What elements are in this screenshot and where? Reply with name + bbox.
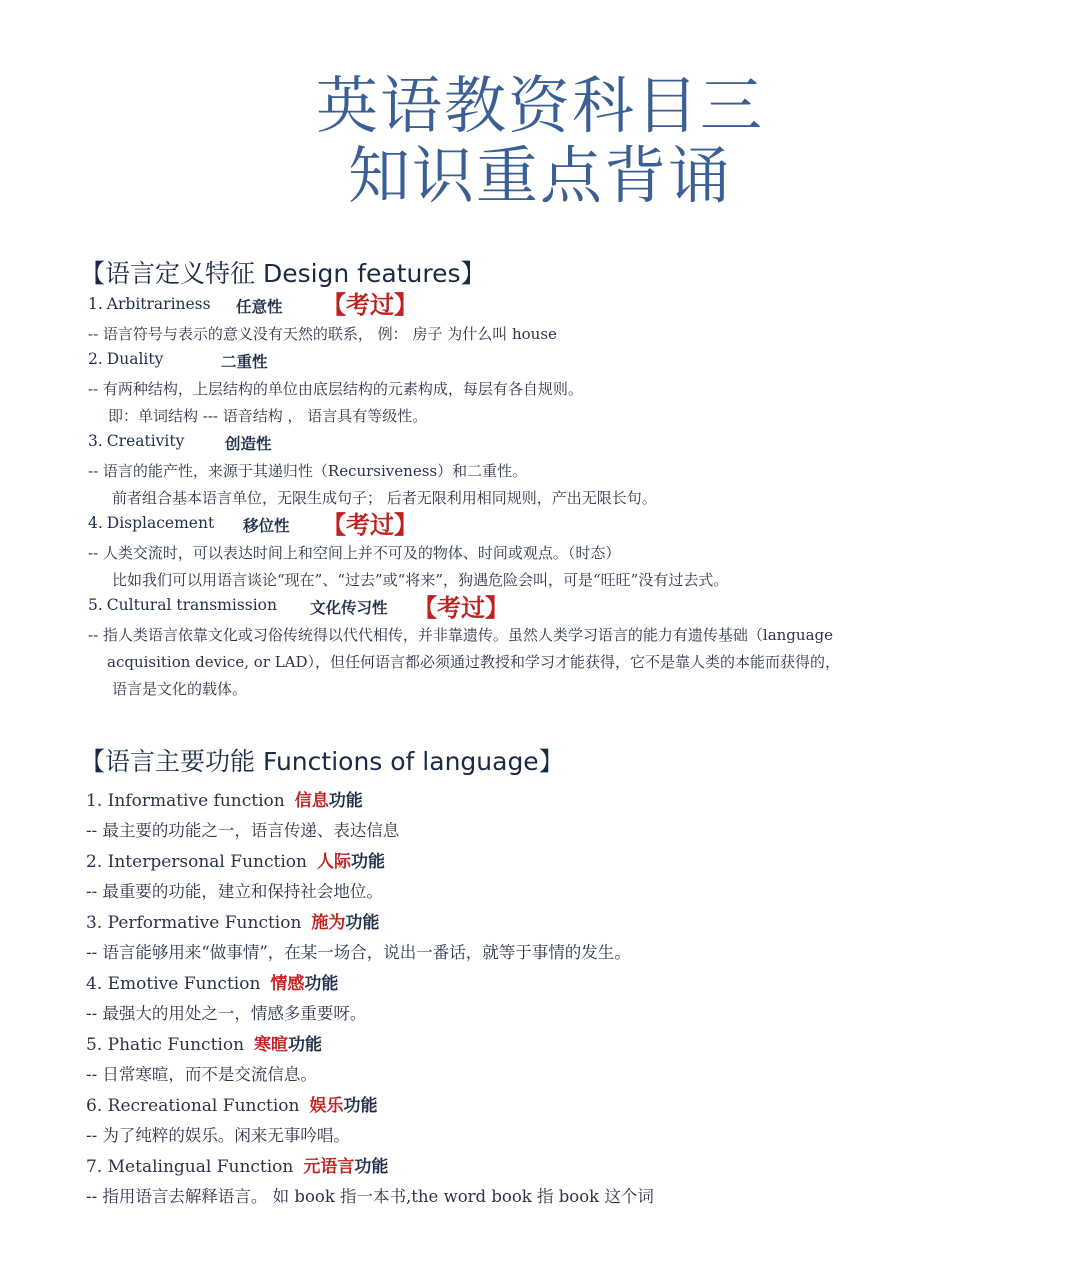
page-title-line-2: 知识重点背诵 (347, 139, 732, 212)
item-chinese-suffix: 功能 (304, 974, 339, 994)
item-chinese-suffix: 功能 (350, 852, 385, 872)
design-item-3-desc: -- 语言的能产性，来源于其递归性（Recursiveness）和二重性。 (88, 462, 528, 480)
design-features-heading: 【语言定义特征 Design features】 (80, 259, 486, 288)
item-number: 2. (88, 350, 103, 368)
function-item-6 (86, 1091, 377, 1116)
item-chinese-key: 施为 (311, 913, 346, 933)
item-number: 4. (88, 514, 103, 532)
design-item-1-desc: -- 语言符号与表示的意义没有天然的联系， 例： 房子 为什么叫 house (88, 325, 557, 343)
item-number: 6. (86, 1096, 103, 1116)
item-chinese: 二重性 (221, 352, 268, 371)
item-chinese: 文化传习性 (310, 598, 388, 617)
item-english: Phatic Function (107, 1035, 245, 1055)
item-english: Interpersonal Function (107, 852, 307, 872)
item-number: 1. (88, 295, 103, 313)
exam-badge: 【考过】 (413, 594, 509, 622)
item-number: 3. (88, 432, 103, 450)
item-chinese-key: 元语言 (303, 1157, 355, 1177)
item-number: 4. (86, 974, 103, 994)
item-chinese-key: 娱乐 (309, 1096, 344, 1116)
item-chinese: 移位性 (243, 516, 290, 535)
item-chinese-key: 信息 (294, 791, 329, 811)
design-item-3-desc-cont: 前者组合基本语言单位，无限生成句子； 后者无限利用相同规则，产出无限长句。 (112, 489, 657, 507)
function-item-7-desc: -- 指用语言去解释语言。 如 book 指一本书,the word book 指 book 这个词 (86, 1187, 654, 1206)
design-item-2-desc: -- 有两种结构，上层结构的单位由底层结构的元素构成，每层有各自规则。 (88, 380, 583, 398)
item-number: 5. (86, 1035, 103, 1055)
function-item-3-desc: -- 语言能够用来“做事情”，在某一场合，说出一番话，就等于事情的发生。 (86, 943, 631, 962)
item-english: Recreational Function (107, 1096, 300, 1116)
item-chinese: 任意性 (236, 297, 283, 316)
design-item-1 (88, 295, 283, 316)
item-number: 1. (86, 791, 103, 811)
item-chinese-suffix: 功能 (343, 1096, 378, 1116)
function-item-2-desc: -- 最重要的功能，建立和保持社会地位。 (86, 882, 383, 901)
item-number: 7. (86, 1157, 103, 1177)
exam-badge: 【考过】 (322, 511, 418, 539)
design-item-5-desc-cont: 语言是文化的载体。 (112, 680, 248, 698)
item-english: Creativity (106, 432, 185, 450)
item-chinese-key: 人际 (316, 852, 351, 872)
function-item-4-desc: -- 最强大的用处之一，情感多重要呀。 (86, 1004, 367, 1023)
design-item-5-desc-cont: acquisition device, or LAD），但任何语言都必须通过教授和学习才能获得，它不是靠人类的本能而获得的， (107, 653, 841, 671)
item-chinese-key: 情感 (270, 974, 305, 994)
item-chinese-suffix: 功能 (345, 913, 380, 933)
item-number: 2. (86, 852, 103, 872)
item-english: Duality (106, 350, 164, 368)
function-item-3 (86, 908, 379, 933)
design-item-2 (88, 350, 268, 371)
item-english: Arbitrariness (106, 295, 211, 313)
function-item-6-desc: -- 为了纯粹的娱乐。闲来无事吟唱。 (86, 1126, 350, 1145)
function-item-2 (86, 847, 385, 872)
design-item-4 (88, 514, 290, 535)
item-chinese-suffix: 功能 (328, 791, 363, 811)
design-item-5 (88, 596, 388, 617)
design-item-2-desc-cont: 即：单词结构 --- 语音结构 ， 语言具有等级性。 (108, 407, 428, 425)
item-chinese: 创造性 (225, 434, 272, 453)
function-item-1 (86, 786, 363, 811)
design-item-5-desc: -- 指人类语言依靠文化或习俗传统得以代代相传，并非靠遗传。虽然人类学习语言的能力有遗传基础（language (88, 626, 833, 644)
design-item-3 (88, 432, 272, 453)
item-english: Informative function (107, 791, 285, 811)
function-item-1-desc: -- 最主要的功能之一，语言传递、表达信息 (86, 821, 400, 840)
item-number: 5. (88, 596, 103, 614)
function-item-5-desc: -- 日常寒暄，而不是交流信息。 (86, 1065, 317, 1084)
design-item-4-desc: -- 人类交流时，可以表达时间上和空间上并不可及的物体、时间或观点。（时态） (88, 544, 621, 562)
item-number: 3. (86, 913, 103, 933)
item-english: Performative Function (107, 913, 302, 933)
function-item-5 (86, 1030, 322, 1055)
item-english: Cultural transmission (106, 596, 277, 614)
functions-heading: 【语言主要功能 Functions of language】 (80, 747, 564, 776)
page-title-line-1: 英语教资科目三 (315, 69, 764, 142)
item-english: Emotive Function (107, 974, 261, 994)
item-chinese-suffix: 功能 (288, 1035, 323, 1055)
item-english: Displacement (106, 514, 215, 532)
item-english: Metalingual Function (107, 1157, 294, 1177)
item-chinese-suffix: 功能 (354, 1157, 389, 1177)
function-item-7 (86, 1152, 388, 1177)
item-chinese-key: 寒暄 (254, 1035, 289, 1055)
design-item-4-desc-cont: 比如我们可以用语言谈论“现在”、“过去”或“将来”，狗遇危险会叫，可是“旺旺”没有过去式。 (112, 571, 729, 589)
exam-badge: 【考过】 (322, 291, 418, 319)
function-item-4 (86, 969, 338, 994)
